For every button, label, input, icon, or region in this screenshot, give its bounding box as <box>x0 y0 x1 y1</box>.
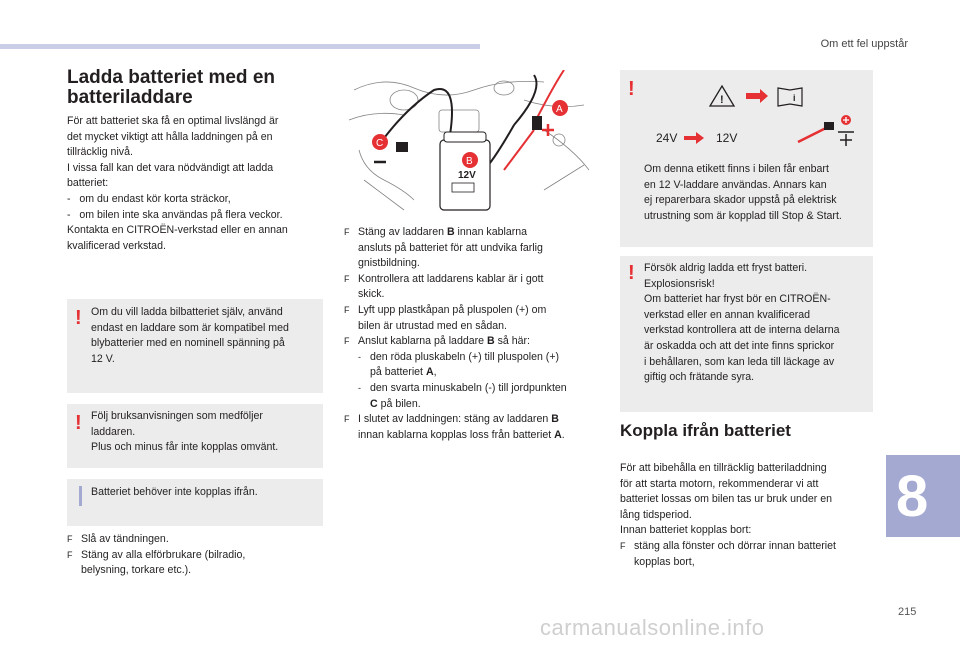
panel-line: ej reparerbara skador uppstå på elektrisk <box>644 194 837 207</box>
bullet-icon: F <box>67 549 73 560</box>
watermark: carmanualsonline.info <box>540 615 765 640</box>
step-text: Kontrollera att laddarens kablar är i gott <box>358 272 544 285</box>
warning-box-compatible-charger <box>67 299 323 393</box>
step-text: Slå av tändningen. <box>81 533 169 545</box>
body-line: För att bibehålla en tillräcklig batteriladdning <box>620 462 827 474</box>
plus-icon <box>542 124 554 136</box>
body-line: lång tidsperiod. <box>620 508 692 521</box>
ground-icon <box>838 132 854 146</box>
warning-line: i behållaren, som kan leda till läckage av <box>644 355 835 368</box>
step-text: på bilen. <box>377 397 421 410</box>
clamp-red-icon <box>532 116 542 130</box>
list-item <box>344 303 604 334</box>
label-panel-text <box>644 162 870 224</box>
warning-line: giftig och frätande syra. <box>644 371 755 384</box>
steps-middle <box>344 225 604 443</box>
label-panel <box>620 70 873 247</box>
warning-line: verkstad kontrollera att de interna delarna <box>644 324 840 337</box>
intro-line: - om bilen inte ska användas på flera veckor. <box>67 208 283 221</box>
section-title-charge <box>67 68 317 108</box>
step-text: Stäng av alla elförbrukare (bilradio, belysning, torkare etc.). <box>81 548 246 577</box>
clamp-black-icon <box>396 142 408 152</box>
step-text: gnistbildning. <box>358 257 420 270</box>
warning-icon: ! <box>628 262 635 284</box>
svg-text:!: ! <box>720 94 724 106</box>
panel-line: en 12 V-laddare användas. Annars kan <box>644 178 827 191</box>
page-number: 215 <box>898 606 917 618</box>
warning-line: laddaren. <box>91 425 136 438</box>
intro-line: det mycket viktigt att hålla laddningen på en <box>67 130 273 143</box>
step-text: så här: <box>494 335 530 348</box>
panel-line: Om denna etikett finns i bilen får enbart <box>644 163 829 175</box>
label-c: C <box>376 138 384 149</box>
warning-box-frozen-battery <box>620 256 873 412</box>
step-bold: B <box>446 226 455 238</box>
chapter-number-tab: 8 <box>886 455 960 537</box>
list-item <box>344 272 604 303</box>
step-text: innan kablarna <box>454 226 528 238</box>
step-bold: B <box>486 335 495 348</box>
intro-line: Kontakta en CITROËN-verkstad eller en annan <box>67 224 288 237</box>
intro-line: För att batteriet ska få en optimal livslängd är <box>67 115 279 127</box>
warning-icon: ! <box>75 307 82 329</box>
step-text: stäng alla fönster och dörrar innan batteriet kopplas bort, <box>634 539 836 568</box>
panel-line: utrustning som är kopplad till Stop & Start. <box>644 209 842 222</box>
list-item <box>344 225 604 272</box>
step-text: Stäng av laddaren <box>358 226 447 238</box>
list-item <box>67 548 327 579</box>
step-text: Lyft upp plastkåpan på pluspolen (+) om <box>358 303 547 316</box>
warning-text <box>91 409 319 456</box>
info-box-no-disconnect <box>67 479 323 526</box>
battery-charger-diagram <box>344 70 598 216</box>
manual-book-icon <box>778 88 802 106</box>
section-title-disconnect: Koppla ifrån batteriet <box>620 421 791 440</box>
list-item <box>620 539 880 570</box>
step-text: . <box>561 428 565 441</box>
intro-line: tillräcklig nivå. <box>67 146 133 159</box>
warning-line: Plus och minus får inte kopplas omvänt. <box>91 441 279 454</box>
body-line: för att starta motorn, rekommenderar vi att <box>620 477 819 490</box>
step-bold: A <box>554 428 562 441</box>
disconnect-paragraph <box>620 461 880 570</box>
intro-line: kvalificerad verkstad. <box>67 239 166 252</box>
arrow-icon <box>684 132 704 144</box>
body-line: Innan batteriet kopplas bort: <box>620 524 752 537</box>
svg-text:i: i <box>793 93 796 103</box>
step-text: , <box>433 366 437 379</box>
step-text: innan kablarna kopplas loss från batteriet <box>358 428 555 441</box>
list-item <box>67 532 327 548</box>
step-text: den röda pluskabeln (+) till pluspolen (+) <box>370 350 560 363</box>
intro-paragraph <box>67 114 327 254</box>
intro-line: - om du endast kör korta sträckor, <box>67 192 231 205</box>
substep-item <box>358 350 604 381</box>
bullet-icon: F <box>344 304 350 315</box>
header-bar <box>0 44 480 49</box>
warning-line: verkstad eller en annan kvalificerad <box>644 308 811 321</box>
step-bold: B <box>551 413 559 426</box>
warning-text <box>91 305 319 367</box>
info-text: Batteriet behöver inte kopplas ifrån. <box>91 486 258 498</box>
label-24v: 24V <box>656 131 678 145</box>
step-text: på batteriet <box>370 366 426 379</box>
warning-line: Explosionsrisk! <box>644 277 715 290</box>
step-text: skick. <box>358 288 385 301</box>
bullet-icon: F <box>344 336 350 347</box>
chapter-title: Om ett fel uppstår <box>820 38 908 50</box>
bullet-icon: F <box>620 540 626 551</box>
warning-line: Om du vill ladda bilbatteriet själv, använd <box>91 306 283 318</box>
warning-icon: ! <box>628 78 635 100</box>
bullet-icon: F <box>67 534 73 544</box>
arrow-icon <box>746 89 768 103</box>
warning-line: Om batteriet har fryst bör en CITROËN- <box>644 293 831 306</box>
title-line-1: Ladda batteriet med en <box>67 67 275 88</box>
list-item <box>344 334 604 412</box>
warning-line: är oskadda och att det inte finns sprickor <box>644 339 835 352</box>
step-bold: C <box>370 397 378 410</box>
label-a: A <box>556 104 563 115</box>
step-text: ansluts på batteriet för att undvika farlig <box>358 241 543 254</box>
step-bold: A <box>425 366 434 379</box>
dash: - <box>358 351 361 362</box>
warning-line: Följ bruksanvisningen som medföljer <box>91 410 263 422</box>
warning-icon: ! <box>75 412 82 434</box>
warning-text <box>644 261 870 386</box>
info-icon <box>79 486 82 506</box>
charger-voltage-label: 12V <box>458 170 476 181</box>
warning-line: endast en laddare som är kompatibel med <box>91 321 289 334</box>
cable-icon <box>798 128 826 142</box>
warning-line: 12 V. <box>91 352 115 365</box>
body-line: batteriet lossas om bilen tas ur bruk under en <box>620 493 832 506</box>
voltage-label-graphic <box>650 84 870 154</box>
label-12v: 12V <box>716 131 738 145</box>
bullet-icon: F <box>344 414 350 425</box>
warning-line: Försök aldrig ladda ett fryst batteri. <box>644 262 808 274</box>
warning-line: blybatterier med en nominell spänning på <box>91 337 285 350</box>
bullet-icon: F <box>344 273 350 284</box>
substep-item <box>358 381 604 412</box>
warning-box-instructions <box>67 404 323 468</box>
intro-line: I vissa fall kan det vara nödvändigt att ladda <box>67 161 274 174</box>
steps-left <box>67 532 327 579</box>
substep-list <box>358 350 604 412</box>
step-text: bilen är utrustad med en sådan. <box>358 319 507 332</box>
list-item <box>344 412 604 443</box>
step-text: Anslut kablarna på laddare <box>358 335 487 348</box>
dash: - <box>358 382 361 393</box>
step-text: den svarta minuskabeln (-) till jordpunkten <box>370 381 567 394</box>
intro-line: batteriet: <box>67 177 109 190</box>
step-text: I slutet av laddningen: stäng av laddaren <box>358 413 552 426</box>
title-line-2: batteriladdare <box>67 87 193 108</box>
label-b: B <box>466 156 473 167</box>
bullet-icon: F <box>344 227 350 237</box>
